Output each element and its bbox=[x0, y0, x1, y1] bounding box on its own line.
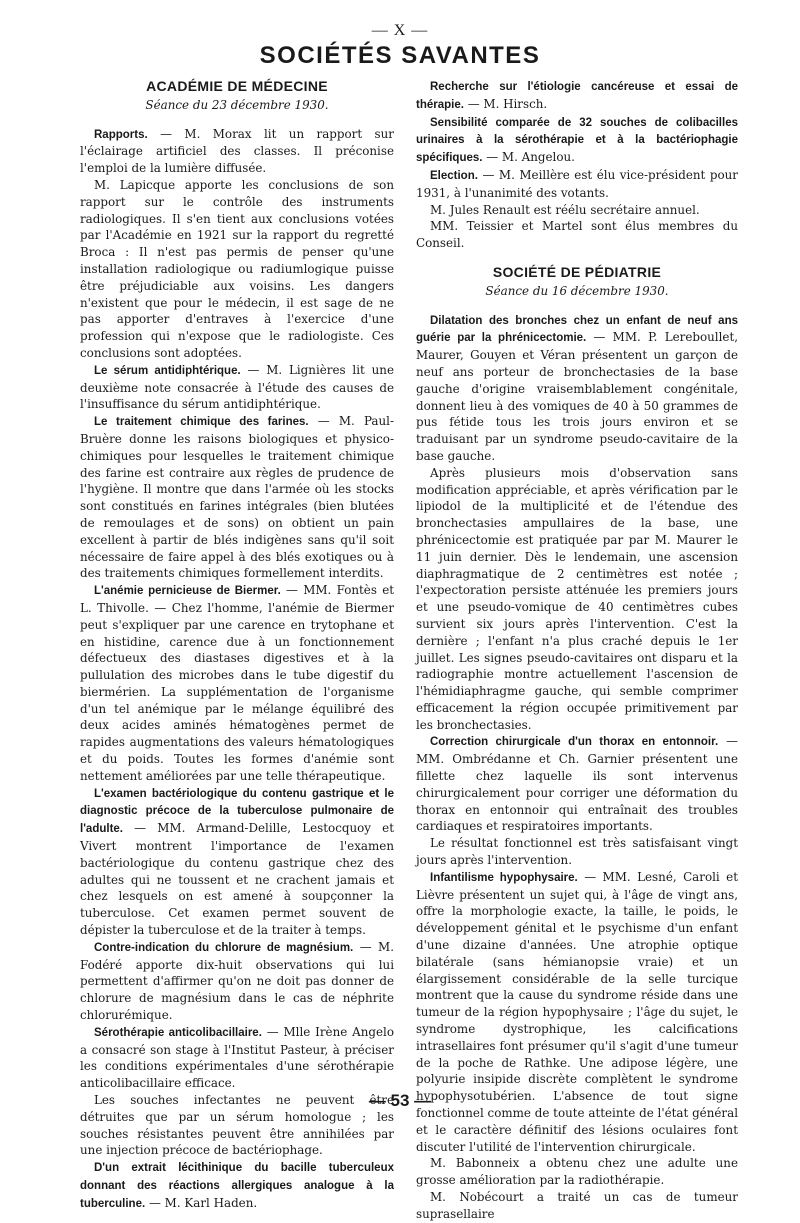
section-title-academie: ACADÉMIE DE MÉDECINE bbox=[146, 78, 328, 94]
paragraph-election: Election. — M. Meillère est élu vice-président pour 1931, à l'unanimité des votants. bbox=[416, 167, 738, 200]
paragraph-lapicque: M. Lapicque apporte les conclusions de son rapport sur le contrôle des instruments radiologiques. Il s'en tient aux conclusions votées par l'Académie en 1921 sur la rapport du regretté Broca : Il n'est pas permis de penser qu'une installation radiologique ou radiumlogique puisse être préjudiciable aux voisins. Les dangers n'existent que pour le médecin, il est sage de ne pas apporter d'entraves à l'exercice d'une profession qui n'expose que le radiologiste. Ces conclusions sont adoptées. bbox=[80, 177, 394, 360]
heading-extrait: D'un extrait lécithinique du bacille tuberculeux donnant des réactions allergiques analogue à la tuberculine. bbox=[80, 1162, 394, 1210]
paragraph-extrait: D'un extrait lécithinique du bacille tuberculeux donnant des réactions allergiques analogue à la tuberculine. — M. Karl Haden. bbox=[80, 1162, 394, 1210]
paragraph-rapports: Rapports. — M. Morax lit un rapport sur l'éclairage artificiel des classes. Il préconise l'emploi de la lumière diffusée. bbox=[80, 126, 394, 176]
heading-farines: Le traitement chimique des farines. bbox=[94, 416, 309, 429]
seance-date-pediatrie: Séance du 16 décembre 1930. bbox=[485, 283, 669, 298]
heading-magnesium: Contre-indication du chlorure de magnésium. bbox=[94, 941, 354, 954]
heading-infantilisme: Infantilisme hypophysaire. bbox=[430, 871, 578, 884]
paragraph-souches: Les souches infectantes ne peuvent être détruites que par un sérum homologue ; les souches résistantes peuvent être annihilées par une injection précoce de bactériophage. bbox=[80, 1093, 394, 1158]
section-title-pediatrie: SOCIÉTÉ DE PÉDIATRIE bbox=[492, 263, 662, 280]
heading-examen: L'examen bactériologique du contenu gastrique et le diagnostic précoce de la tuberculose pulmonaire de l'adulte. bbox=[80, 787, 394, 836]
paragraph-infantilisme: Infantilisme hypophysaire. — MM. Lesné, Caroli et Lièvre présentent un sujet qui, à l'âge de vingt ans, offre la morphologie exacte, la taille, le poids, le développement génital et le psychisme d'un enfant d'une dizaine d'années. Une atrophie optique bilatérale (sans hémianopsie vraie) et un élargissement considérable de la selle turcique montrent que la cause du syndrome réside dans une tumeur de la région hypophysaire ; l'âge du sujet, le syndrome dystrophique, les calcifications intrasellaires font présumer qu'il s'agit d'une tumeur de la poche de Rathke. Une adipose légère, une polyurie insipide discrète complètent le syndrome hypophysotubérien. L'absence de tout signe fonctionnel comme de toute atteinte de l'état général et le caractère définitif des lésions oculaires font discuter l'utilité de l'intervention chirurgicale. bbox=[416, 869, 738, 1154]
paragraph-nobecourt: M. Nobécourt a traité un cas de tumeur suprasellaire bbox=[416, 1190, 738, 1221]
heading-thorax: Correction chirurgicale d'un thorax en entonnoir. bbox=[430, 736, 719, 749]
paragraph-sensibilite: Sensibilité comparée de 32 souches de colibacilles urinaires à la sérothérapie et à la bactériophagie spécifiques. — M. Angelou. bbox=[416, 116, 738, 165]
heading-serum: Le sérum antidiphtérique. bbox=[94, 364, 241, 377]
paragraph-thorax: Correction chirurgicale d'un thorax en entonnoir. — MM. Ombrédanne et Ch. Garnier présentent une fillette chez laquelle ils sont intervenus chirurgicalement pour corriger une déformation du thorax en entonnoir qui entraînait des troubles cardiaques et respiratoires importants. bbox=[416, 734, 739, 834]
heading-dilatation: Dilatation des bronches chez un enfant de neuf ans guérie par la phrénicectomie. bbox=[416, 314, 738, 345]
heading-sensibilite: Sensibilité comparée de 32 souches de colibacilles urinaires à la sérothérapie et à la bactériophagie spécifiques. bbox=[416, 116, 738, 165]
paragraph-conseil: MM. Teissier et Martel sont élus membres du Conseil. bbox=[416, 219, 738, 251]
heading-anemie: L'anémie pernicieuse de Biermer. bbox=[94, 585, 281, 598]
right-column bbox=[416, 78, 738, 1223]
paragraph-examen: L'examen bactériologique du contenu gastrique et le diagnostic précoce de la tuberculose pulmonaire de l'adulte. — MM. Armand-Delille, Lestocquoy et Vivert montrent l'importance de l'examen bactériologique du contenu gastrique chez des adultes qui ne toussent et ne crachent jamais et chez lesquels on est amené à soupçonner la tuberculose. Cet examen permet souvent de dépister la tuberculose et de la traiter à temps. bbox=[80, 787, 394, 938]
heading-rapports: Rapports. bbox=[94, 128, 148, 141]
heading-serotherapie: Sérothérapie anticolibacillaire. bbox=[94, 1026, 262, 1039]
heading-recherche: Recherche sur l'étiologie cancéreuse et essai de thérapie. bbox=[416, 81, 738, 111]
heading-election: Election. bbox=[430, 169, 478, 182]
page-title: SOCIÉTÉS SAVANTES bbox=[259, 42, 541, 69]
paragraph-serotherapie: Sérothérapie anticolibacillaire. — Mlle Irène Angelo a consacré son stage à l'Institut Pasteur, à préciser les conditions expérimentales d'une sérothérapie anticolibacillaire efficace. bbox=[80, 1024, 394, 1091]
paragraph-recherche: Recherche sur l'étiologie cancéreuse et essai de thérapie. — M. Hirsch. bbox=[416, 81, 738, 111]
paragraph-secretaire: M. Jules Renault est réélu secrétaire annuel. bbox=[430, 202, 700, 217]
paragraph-serum: Le sérum antidiphtérique. — M. Lignières lit une deuxième note consacrée à l'étude des causes de l'insuffisance du sérum antidiphtérique. bbox=[80, 362, 394, 412]
paragraph-farines: Le traitement chimique des farines. — M. Paul-Bruère donne les raisons biologiques et physico-chimiques pour lesquelles le traitement chimique des farine est contraire aux règles de prudence de l'hygiène. Il montre que dans l'armée où les stocks sont constitués en farines intégrales (bien blutées de remoulages et de sons) on obtient un pain excellent à partir de blés indigènes sans qu'il soit nécessaire de faire appel à des blés exotiques ou à des traitements chimiques formellement interdits. bbox=[80, 414, 394, 581]
seance-date-academie: Séance du 23 décembre 1930. bbox=[145, 97, 329, 112]
paragraph-babonneix: M. Babonneix a obtenu chez une adulte une grosse amélioration par la radiothérapie. bbox=[416, 1156, 738, 1188]
paragraph-magnesium: Contre-indication du chlorure de magnésium. — M. Fodéré apporte dix-huit observations qui lui permettent d'affirmer qu'on ne doit pas donner de chlorure de magnésium dans le cas de néphrite chlorurémique. bbox=[80, 939, 394, 1023]
paragraph-observation: Après plusieurs mois d'observation sans modification appréciable, et après vérification par le lipiodol de la multiplicité et de l'étendue des bronchectasies ampullaires de la base, une phrénicectomie est pratiquée par par M. Maurer le 11 juin dernier. Dès le lendemain, une ascension diaphragmatique de 2 centimètres est notée ; l'expectoration persiste atténuée les premiers jours et une pseudo-vomique de 40 centimètres cubes survient six jours après l'intervention. C'est la dernière ; l'enfant n'a plus craché depuis le 1er juillet. Les signes pseudo-cavitaires ont disparu et la radiographie montre actuellement l'ascension de l'hémidiaphragme gauche, qui semble comprimer efficacement la région occupée primitivement par les bronchectasies. bbox=[416, 465, 738, 732]
paragraph-resultat: Le résultat fonctionnel est très satisfaisant vingt jours après l'intervention. bbox=[416, 836, 738, 868]
page-number: — 53 — bbox=[368, 1091, 432, 1110]
paragraph-anemie: L'anémie pernicieuse de Biermer. — MM. Fontès et L. Thivolle. — Chez l'homme, l'anémie de Biermer peut s'expliquer par une carence en trytophane et en histidine, carence due à un fonctionnement défectueux des diastases digestives et à la pullulation des microbes dans le tube digestif du biermérien. La supplémentation de l'organisme d'un tel anémique par le mélange équilibré des deux acides aminés hématogènes permet de rapides augmentations des valeurs hématologiques et du poids. Toutes les formes d'anémie sont nettement améliorées par une telle thérapeutique. bbox=[80, 583, 395, 783]
roman-page-number: — X — bbox=[371, 22, 429, 39]
left-column bbox=[80, 78, 394, 1213]
paragraph-dilatation: Dilatation des bronches chez un enfant de neuf ans guérie par la phrénicectomie. — MM. P. Lereboullet, Maurer, Gouyen et Véran présentent un garçon de neuf ans porteur de bronchectasies de la base gauche d'origine vraisemblablement congénitale, donnent lieu à des vomiques de 40 à 50 grammes de pus fétide tous les trois jours environ et se traduisant par un syndrome pseudo-cavitaire de la base gauche. bbox=[416, 314, 738, 463]
